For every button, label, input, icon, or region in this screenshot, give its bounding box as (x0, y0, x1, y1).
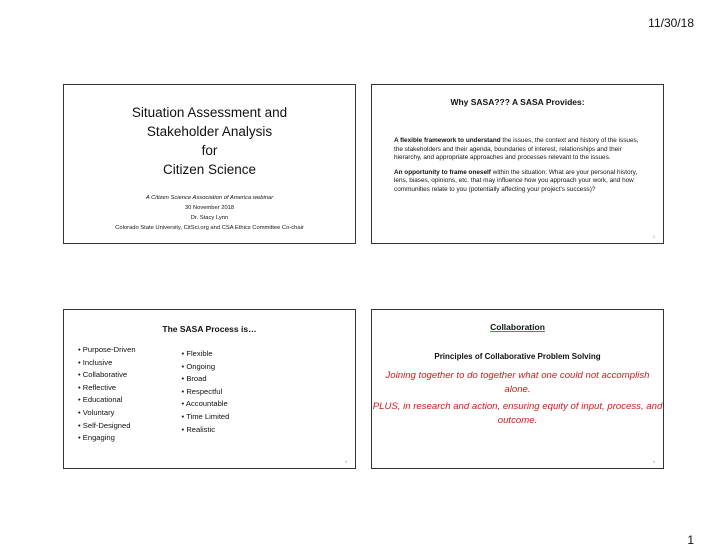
list-item: • Educational (78, 394, 136, 407)
slide-4-quote-2: PLUS, in research and action, ensuring equity of input, process, and outcome. (372, 401, 663, 426)
process-list-right (182, 348, 230, 445)
process-list-left (78, 344, 136, 445)
list-item: • Flexible (182, 348, 230, 361)
list-item: • Broad (182, 373, 230, 386)
webinar-date: 30 November 2018 (184, 205, 235, 211)
presenter-name: Dr. Stacy Lynn (190, 215, 229, 221)
collaboration-heading-text: Collaboration (490, 322, 545, 332)
list-item: • Ongoing (182, 361, 230, 374)
list-item: • Collaborative (78, 369, 136, 382)
page-date: 11/30/18 (648, 16, 694, 30)
webinar-label: A Citizen Science Association of America webinar (145, 195, 274, 201)
slide-4-heading (372, 322, 663, 332)
slide-4-collaboration (371, 309, 664, 469)
slide-4-subheading: Principles of Collaborative Problem Solving (434, 352, 601, 361)
slide-1-title (63, 84, 356, 244)
slide-1-subtitle-block (64, 193, 355, 233)
slide-2-heading: Why SASA??? A SASA Provides: (450, 97, 585, 107)
list-item: • Engaging (78, 432, 136, 445)
list-item: • Respectful (182, 386, 230, 399)
slide-3-number: 3 (344, 459, 347, 464)
slide-2-why-sasa (371, 84, 664, 244)
page-number: 1 (687, 533, 694, 547)
slide-2-paragraph-2 (394, 169, 639, 195)
list-item: • Accountable (182, 398, 230, 411)
slide-2-number: 2 (652, 234, 655, 239)
title-line-3: for (201, 143, 218, 158)
list-item: • Reflective (78, 382, 136, 395)
para2-text: within the situation: What are your personal history, lens, biases, opinions, etc. that may influence how you approach your work, and how communities relate to you (potentially affecting your project's success)? (394, 168, 638, 193)
list-item: • Purpose-Driven (78, 344, 136, 357)
list-item: • Time Limited (182, 411, 230, 424)
slide-4-number: 4 (652, 459, 655, 464)
title-line-2: Stakeholder Analysis (146, 124, 273, 139)
slide-2-body (372, 137, 663, 195)
list-item: • Inclusive (78, 357, 136, 370)
slide-2-paragraph-1 (394, 137, 639, 163)
slide-3-process (63, 309, 356, 469)
list-item: • Voluntary (78, 407, 136, 420)
title-line-1: Situation Assessment and (131, 105, 288, 120)
para1-bold: A flexible framework to understand (394, 137, 501, 144)
list-item: • Self-Designed (78, 420, 136, 433)
presenter-affiliation: Colorado State University, CitSci.org and CSA Ethics Committee Co-chair (115, 225, 304, 231)
list-item: • Realistic (182, 424, 230, 437)
slide-4-quote-1: Joining together to do together what one could not accomplish alone. (385, 370, 650, 395)
slide-3-heading: The SASA Process is… (162, 324, 257, 334)
slide-3-lists (64, 344, 355, 445)
para1-text: the issues, the context and history of the issues, the stakeholders and their agenda, boundaries of interest, relationships and their hierarchy, and appropriate approaches and processes relevant to the issues. (394, 137, 639, 162)
title-line-4: Citizen Science (162, 162, 257, 177)
para2-bold: An opportunity to frame oneself (394, 168, 491, 176)
slide-1-title-block (64, 103, 355, 179)
